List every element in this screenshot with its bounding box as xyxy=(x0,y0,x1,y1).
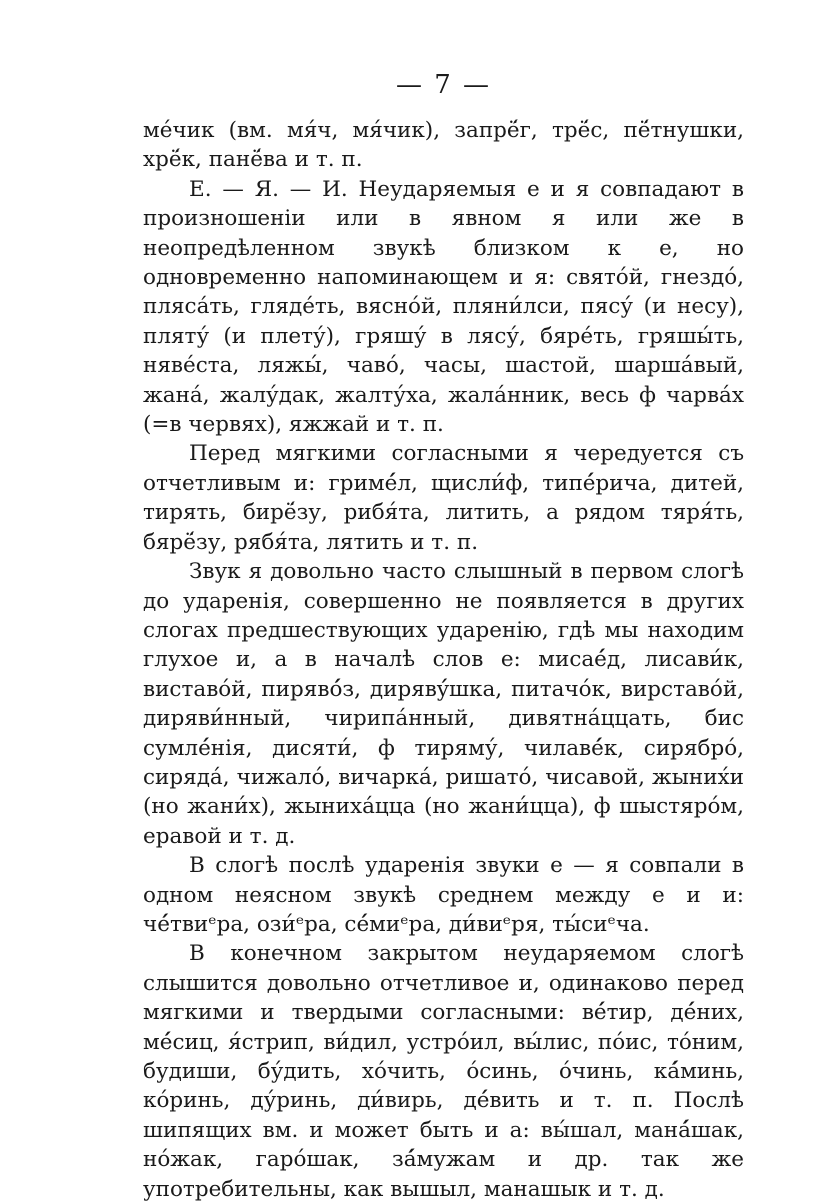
paragraph: Перед мягкими согласными я чередуется съ отчетливым и: гримé́л, щисли́ф, типé́рича, дитей, тирять, бирё́зу, рибя́та, литить, а рядом тяря́ть, бярё́зу, рябя́та, лятить и т. п. xyxy=(143,441,744,555)
body-text xyxy=(143,116,744,1204)
paragraph: Звук я довольно часто слышный в первом слогѣ до ударенія, совершенно не появляется в других слогах предшествующих ударенію, гдѣ мы находим глухое и, а в началѣ слов е: мисаé́д, лисави́к, виставо́й, пирявó́з, дирявý́шка, питачо́к, вирставо́й, диряви́нный, чирипáнный, дивятнáццать, бис сумлé́нія, дисяти́, ф тиряму́, чилавé́к, сирябро́, сирядá, чижало́, вичаркá, ришато́, чисавой, жыних́и (но жани́х), жынихáцца (но жани́цца), ф шыстяро́м, еравой и т. д. xyxy=(143,559,744,849)
page-number: — 7 — xyxy=(395,70,492,100)
paragraph: Е. — Я. — И. Неударяемыя е и я совпадают в произношеніи или в явном я или же в неопредѣленном звукѣ близком к е, но одновременно напоминающем и я: свято́й, гнездо́, плясáть, глядéть, вясно́й, пляни́лси, пясу́ (и несу), пляту́ (и плету́), гряшу́ в лясу́, бярéть, гряшы́ть, нявéста, ляжы́, чаво́, часы, шастой, шаршáвый, жанá, жалу́дак, жалту́ха, жалáнник, весь ф чарвáх (=в червях), яжжай и т. п. xyxy=(143,176,744,438)
paragraph: В конечном закрытом неударяемом слогѣ слышится довольно отчетливое и, одинаково перед мягкими и твердыми согласными: вé́тир, дé́них, мé́сиц, я́стрип, ви́дил, устро́ил, вы́лис, по́ис, то́ним, будиши, бу́дить, хо́чить, о́синь, о́чинь, кá́минь, ко́ринь, ду́ринь, ди́вирь, дé́вить и т. п. Послѣ шипящих вм. и может быть и а: вы́шал, манá́шак, но́жак, гаро́шак, зá́мужам и др. так же употребительны, как вышыл, манашык и т. д. xyxy=(143,941,744,1202)
paragraph: В слогѣ послѣ ударенія звуки е — я совпали в одном неясном звукѣ среднем между е и и: чé́твиᵉра, ози́ᵉра, сé́миᵉра, ди́виᵉря, ты́сиᵉча. xyxy=(143,853,744,937)
paragraph: ме́чик (вм. мя́ч, мя́чик), запрё́г, трё́с, пё́тнушки, хрё́к, панё́ва и т. п. xyxy=(143,118,744,173)
